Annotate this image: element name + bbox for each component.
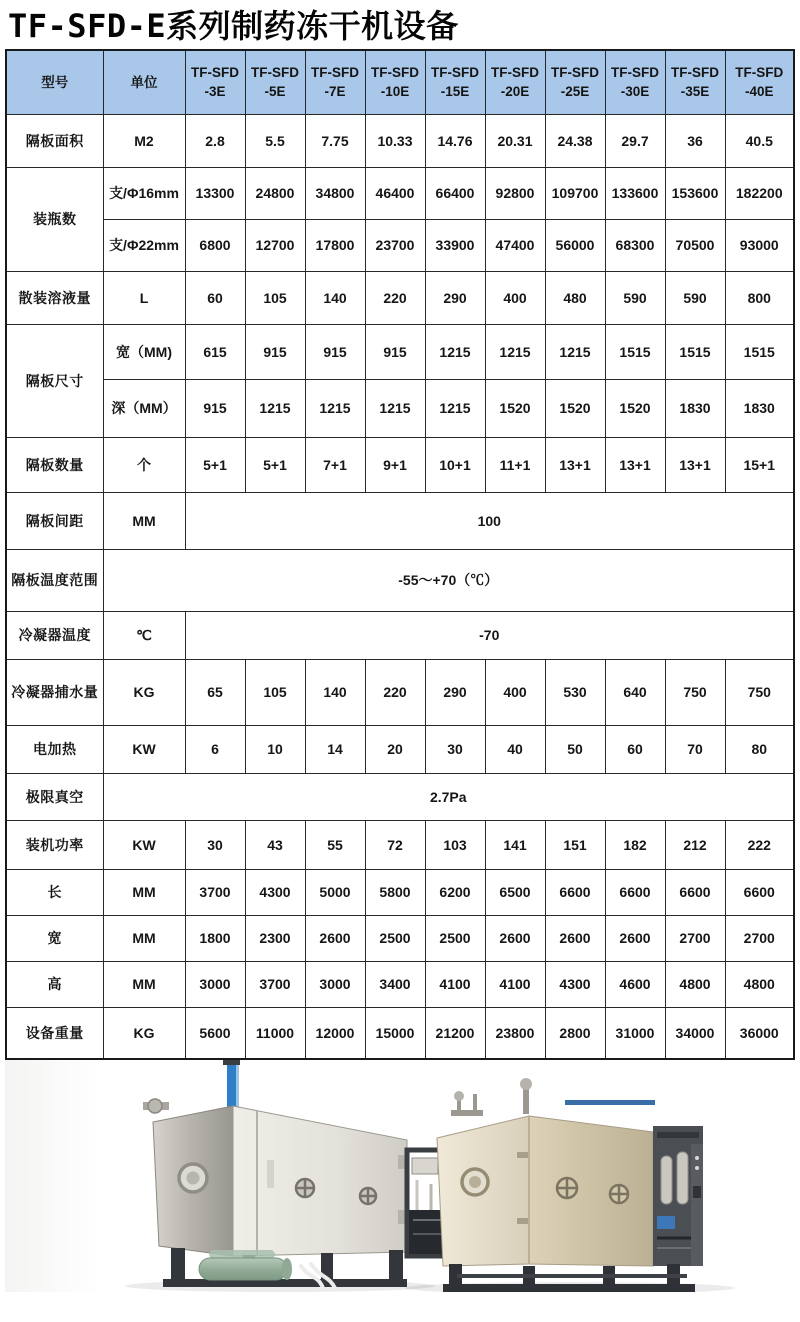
cell: 6600 <box>665 869 725 915</box>
unit-cell: MM <box>103 915 185 961</box>
cell: 109700 <box>545 167 605 219</box>
model-suffix: -25E <box>560 84 590 100</box>
unit-cell: 支/Φ16mm <box>103 167 185 219</box>
cell: 11+1 <box>485 437 545 492</box>
cell: 1520 <box>605 379 665 437</box>
cell: 400 <box>485 659 545 725</box>
model-name: TF-SFD <box>735 64 784 80</box>
cell: 13+1 <box>665 437 725 492</box>
col-header-3e <box>185 50 245 114</box>
unit-cell: MM <box>103 492 185 549</box>
cell: 5+1 <box>245 437 305 492</box>
cell: 3000 <box>185 961 245 1007</box>
unit-cell: ℃ <box>103 611 185 659</box>
unit-cell: MM <box>103 961 185 1007</box>
cell: 1830 <box>725 379 794 437</box>
row-label: 隔板温度范围 <box>6 549 103 611</box>
cell: 4800 <box>665 961 725 1007</box>
cell: 43 <box>245 820 305 869</box>
spec-table <box>5 49 795 1060</box>
row-label: 设备重量 <box>6 1007 103 1059</box>
cell: 151 <box>545 820 605 869</box>
cell: 3400 <box>365 961 425 1007</box>
cell: 290 <box>425 659 485 725</box>
cell: 2700 <box>725 915 794 961</box>
cell: 3700 <box>245 961 305 1007</box>
cell: 750 <box>665 659 725 725</box>
row-label: 极限真空 <box>6 773 103 820</box>
cell: 1515 <box>605 324 665 379</box>
cell: 400 <box>485 271 545 324</box>
cell: 1830 <box>665 379 725 437</box>
row-label: 宽 <box>6 915 103 961</box>
cell: 33900 <box>425 219 485 271</box>
row-label: 隔板数量 <box>6 437 103 492</box>
cell: 2500 <box>365 915 425 961</box>
model-name: TF-SFD <box>431 64 479 80</box>
cell: 23800 <box>485 1007 545 1059</box>
cell: 915 <box>365 324 425 379</box>
cell: 10+1 <box>425 437 485 492</box>
cell: 1215 <box>485 324 545 379</box>
cell: 6 <box>185 725 245 773</box>
cell: 6200 <box>425 869 485 915</box>
row-shelf-gap <box>6 492 794 549</box>
cell: 31000 <box>605 1007 665 1059</box>
cell: 2500 <box>425 915 485 961</box>
cell: 140 <box>305 659 365 725</box>
cell: 11000 <box>245 1007 305 1059</box>
cell: 36 <box>665 114 725 167</box>
cell: 2600 <box>305 915 365 961</box>
cell: 1515 <box>665 324 725 379</box>
cell: 105 <box>245 271 305 324</box>
col-header-model: 型号 <box>6 50 103 114</box>
model-suffix: -20E <box>500 84 530 100</box>
unit-cell: KW <box>103 725 185 773</box>
cell: 530 <box>545 659 605 725</box>
cell: 1215 <box>365 379 425 437</box>
cell: 4100 <box>425 961 485 1007</box>
freeze-dryer-machine-left <box>143 1060 473 1288</box>
row-label: 隔板面积 <box>6 114 103 167</box>
freeze-dryer-machine-right <box>437 1078 703 1292</box>
cell: 212 <box>665 820 725 869</box>
cell: 23700 <box>365 219 425 271</box>
row-shelf-temp-range <box>6 549 794 611</box>
cell: 60 <box>185 271 245 324</box>
cell: 34000 <box>665 1007 725 1059</box>
unit-cell: 个 <box>103 437 185 492</box>
row-condenser-temp <box>6 611 794 659</box>
cell: 590 <box>665 271 725 324</box>
cell: 93000 <box>725 219 794 271</box>
model-suffix: -3E <box>204 84 226 100</box>
model-suffix: -35E <box>680 84 710 100</box>
cell: 4300 <box>245 869 305 915</box>
cell: 915 <box>245 324 305 379</box>
row-label: 隔板尺寸 <box>6 324 103 437</box>
model-name: TF-SFD <box>311 64 359 80</box>
cell: 46400 <box>365 167 425 219</box>
cell: 30 <box>425 725 485 773</box>
model-name: TF-SFD <box>671 64 719 80</box>
cell-span: -55～+70（℃） <box>103 549 794 611</box>
model-suffix: -10E <box>380 84 410 100</box>
cell: 10 <box>245 725 305 773</box>
row-shelf-count <box>6 437 794 492</box>
cell: 50 <box>545 725 605 773</box>
cell: 2300 <box>245 915 305 961</box>
row-width <box>6 915 794 961</box>
row-shelf-depth <box>6 379 794 437</box>
row-label: 装机功率 <box>6 820 103 869</box>
cell: 133600 <box>605 167 665 219</box>
cell: 6600 <box>545 869 605 915</box>
cell: 141 <box>485 820 545 869</box>
cell: 5.5 <box>245 114 305 167</box>
cell: 70500 <box>665 219 725 271</box>
cell: 1800 <box>185 915 245 961</box>
cell: 1515 <box>725 324 794 379</box>
cell: 29.7 <box>605 114 665 167</box>
cell: 7+1 <box>305 437 365 492</box>
cell: 17800 <box>305 219 365 271</box>
unit-cell: M2 <box>103 114 185 167</box>
cell: 20 <box>365 725 425 773</box>
row-shelf-area <box>6 114 794 167</box>
cell: 3000 <box>305 961 365 1007</box>
unit-cell: 深（MM） <box>103 379 185 437</box>
col-header-5e <box>245 50 305 114</box>
cell: 24.38 <box>545 114 605 167</box>
cell-span: 100 <box>185 492 794 549</box>
cell: 92800 <box>485 167 545 219</box>
cell: 12700 <box>245 219 305 271</box>
model-suffix: -30E <box>620 84 650 100</box>
row-bulk-solution <box>6 271 794 324</box>
cell: 65 <box>185 659 245 725</box>
cell: 13300 <box>185 167 245 219</box>
unit-cell: L <box>103 271 185 324</box>
model-suffix: -15E <box>440 84 470 100</box>
freeze-dryer-illustration <box>5 1060 795 1292</box>
unit-cell: KG <box>103 1007 185 1059</box>
unit-cell: MM <box>103 869 185 915</box>
row-height <box>6 961 794 1007</box>
row-label: 冷凝器温度 <box>6 611 103 659</box>
cell: 21200 <box>425 1007 485 1059</box>
cell: 4800 <box>725 961 794 1007</box>
cell: 72 <box>365 820 425 869</box>
row-condenser-capture <box>6 659 794 725</box>
cell: 66400 <box>425 167 485 219</box>
cell: 30 <box>185 820 245 869</box>
row-label: 装瓶数 <box>6 167 103 271</box>
cell: 640 <box>605 659 665 725</box>
row-label: 冷凝器捕水量 <box>6 659 103 725</box>
row-label: 隔板间距 <box>6 492 103 549</box>
cell: 10.33 <box>365 114 425 167</box>
cell: 13+1 <box>545 437 605 492</box>
cell: 3700 <box>185 869 245 915</box>
cell: 4300 <box>545 961 605 1007</box>
cell: 1520 <box>545 379 605 437</box>
cell: 290 <box>425 271 485 324</box>
col-header-20e <box>485 50 545 114</box>
row-length <box>6 869 794 915</box>
cell: 2800 <box>545 1007 605 1059</box>
cell: 5+1 <box>185 437 245 492</box>
model-name: TF-SFD <box>491 64 539 80</box>
cell-span: -70 <box>185 611 794 659</box>
cell: 103 <box>425 820 485 869</box>
cell-span: 2.7Pa <box>103 773 794 820</box>
cell: 222 <box>725 820 794 869</box>
cell: 800 <box>725 271 794 324</box>
cell: 2600 <box>545 915 605 961</box>
cell: 47400 <box>485 219 545 271</box>
unit-cell: KG <box>103 659 185 725</box>
col-header-35e <box>665 50 725 114</box>
col-header-15e <box>425 50 485 114</box>
row-shelf-width <box>6 324 794 379</box>
model-name: TF-SFD <box>251 64 299 80</box>
model-name: TF-SFD <box>611 64 659 80</box>
page-title: TF-SFD-E系列制药冻干机设备 <box>8 7 459 45</box>
model-name: TF-SFD <box>371 64 419 80</box>
cell: 12000 <box>305 1007 365 1059</box>
cell: 182200 <box>725 167 794 219</box>
cell: 4600 <box>605 961 665 1007</box>
cell: 182 <box>605 820 665 869</box>
cell: 20.31 <box>485 114 545 167</box>
cell: 15000 <box>365 1007 425 1059</box>
cell: 40.5 <box>725 114 794 167</box>
cell: 480 <box>545 271 605 324</box>
unit-cell: 宽（MM) <box>103 324 185 379</box>
row-equipment-weight <box>6 1007 794 1059</box>
cell: 1215 <box>245 379 305 437</box>
cell: 1215 <box>545 324 605 379</box>
cell: 2.8 <box>185 114 245 167</box>
cell: 6800 <box>185 219 245 271</box>
model-suffix: -7E <box>324 84 346 100</box>
cell: 1215 <box>305 379 365 437</box>
cell: 60 <box>605 725 665 773</box>
col-header-25e <box>545 50 605 114</box>
cell: 5600 <box>185 1007 245 1059</box>
cell: 1215 <box>425 379 485 437</box>
cell: 36000 <box>725 1007 794 1059</box>
cell: 70 <box>665 725 725 773</box>
row-bottles-22mm <box>6 219 794 271</box>
cell: 220 <box>365 659 425 725</box>
cell: 2600 <box>485 915 545 961</box>
cell: 590 <box>605 271 665 324</box>
cell: 1520 <box>485 379 545 437</box>
cell: 13+1 <box>605 437 665 492</box>
cell: 9+1 <box>365 437 425 492</box>
model-name: TF-SFD <box>191 64 239 80</box>
cell: 80 <box>725 725 794 773</box>
header-row <box>6 50 794 114</box>
cell: 750 <box>725 659 794 725</box>
col-header-7e <box>305 50 365 114</box>
cell: 915 <box>305 324 365 379</box>
model-suffix: -5E <box>264 84 286 100</box>
cell: 4100 <box>485 961 545 1007</box>
cell: 15+1 <box>725 437 794 492</box>
cell: 1215 <box>425 324 485 379</box>
cell: 615 <box>185 324 245 379</box>
cell: 220 <box>365 271 425 324</box>
cell: 2700 <box>665 915 725 961</box>
product-photos <box>5 1060 795 1292</box>
cell: 55 <box>305 820 365 869</box>
col-header-40e <box>725 50 794 114</box>
cell: 153600 <box>665 167 725 219</box>
unit-cell: 支/Φ22mm <box>103 219 185 271</box>
cell: 2600 <box>605 915 665 961</box>
cell: 24800 <box>245 167 305 219</box>
cell: 40 <box>485 725 545 773</box>
cell: 140 <box>305 271 365 324</box>
cell: 7.75 <box>305 114 365 167</box>
row-ultimate-vacuum <box>6 773 794 820</box>
cell: 915 <box>185 379 245 437</box>
col-header-30e <box>605 50 665 114</box>
model-suffix: -40E <box>744 84 774 100</box>
cell: 34800 <box>305 167 365 219</box>
row-electric-heating <box>6 725 794 773</box>
cell: 14.76 <box>425 114 485 167</box>
cell: 6600 <box>725 869 794 915</box>
row-label: 电加热 <box>6 725 103 773</box>
row-installed-power <box>6 820 794 869</box>
row-bottles-16mm <box>6 167 794 219</box>
cell: 5800 <box>365 869 425 915</box>
col-header-10e <box>365 50 425 114</box>
unit-cell: KW <box>103 820 185 869</box>
cell: 6500 <box>485 869 545 915</box>
cell: 105 <box>245 659 305 725</box>
cell: 6600 <box>605 869 665 915</box>
cell: 56000 <box>545 219 605 271</box>
cell: 5000 <box>305 869 365 915</box>
row-label: 长 <box>6 869 103 915</box>
row-label: 高 <box>6 961 103 1007</box>
model-name: TF-SFD <box>551 64 599 80</box>
cell: 14 <box>305 725 365 773</box>
row-label: 散装溶液量 <box>6 271 103 324</box>
cell: 68300 <box>605 219 665 271</box>
col-header-unit: 单位 <box>103 50 185 114</box>
